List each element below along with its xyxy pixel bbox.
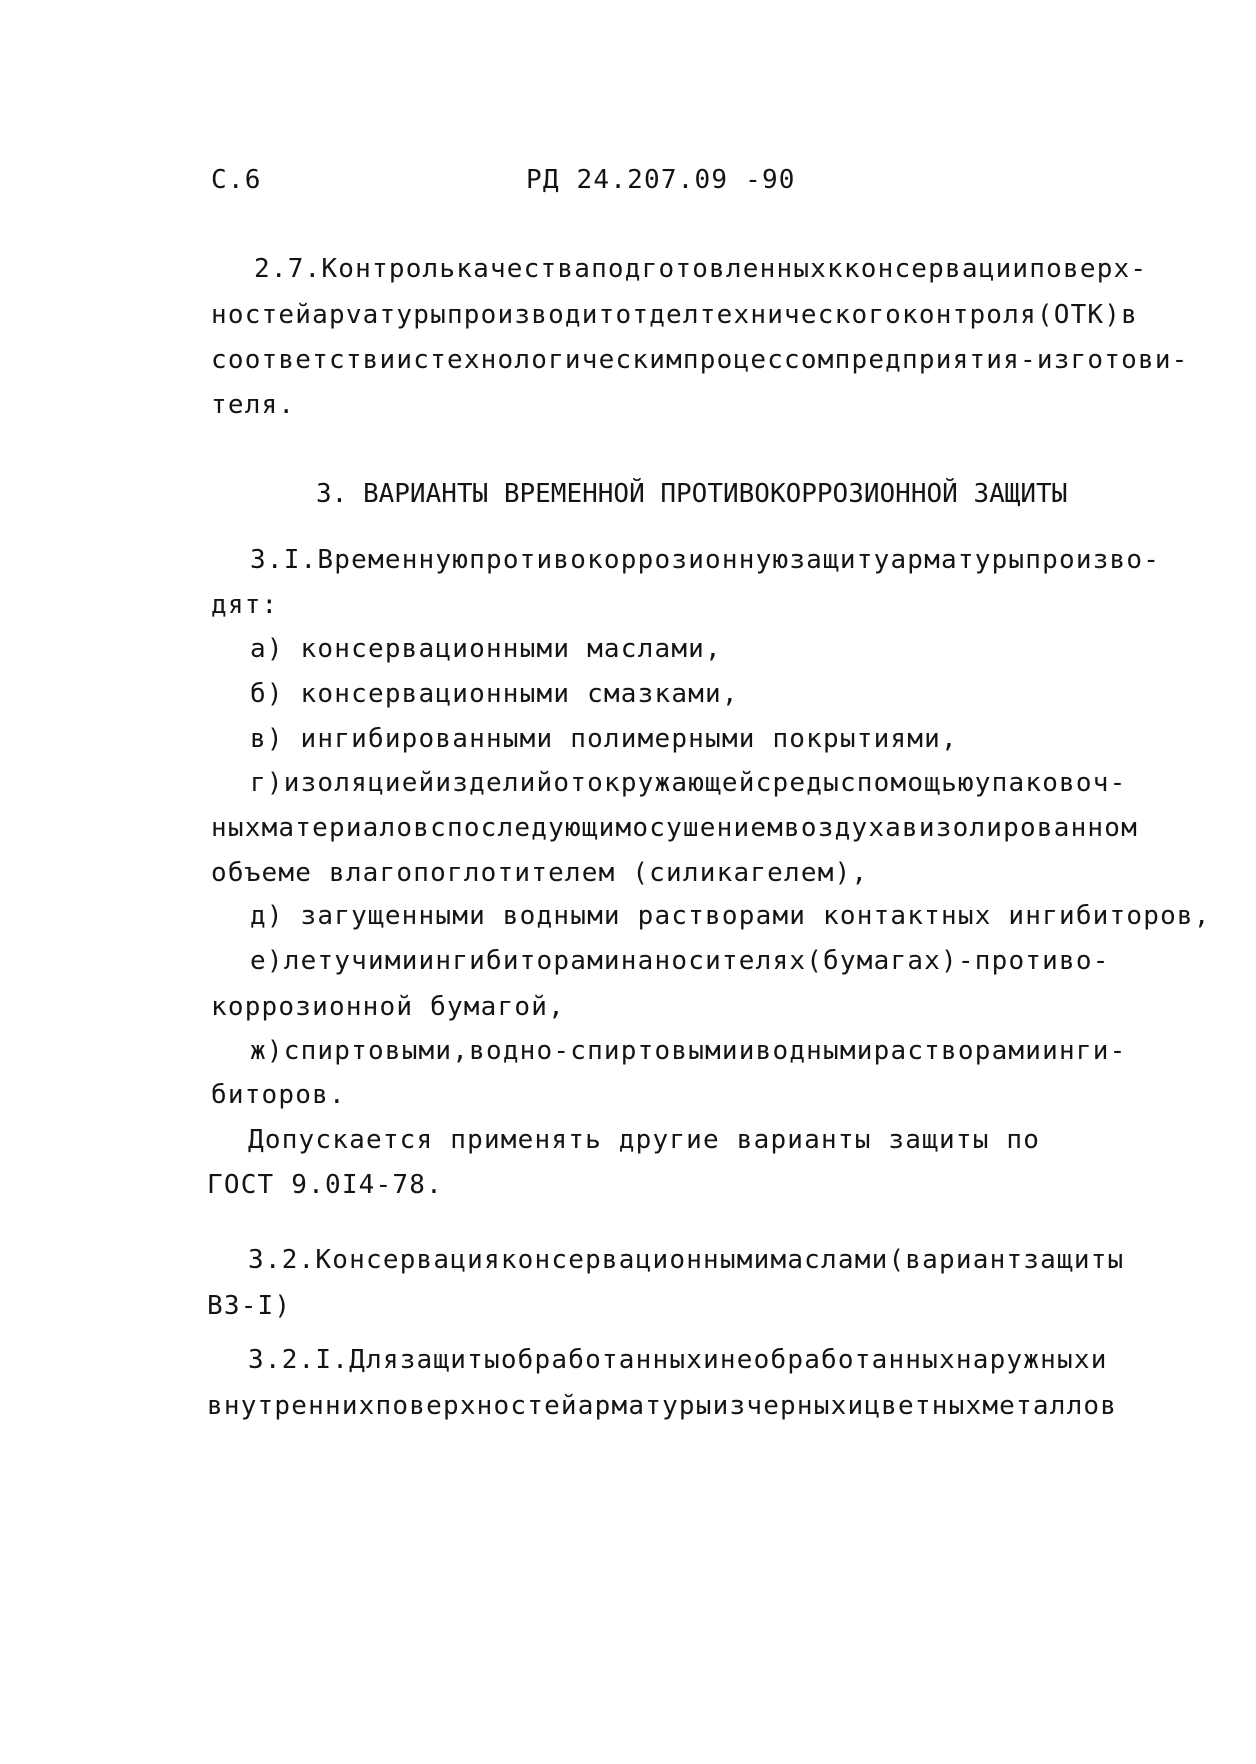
paragraph-3-2-1-line-2: внутренних поверхностей арматуры из черных и цветных металлов <box>207 1391 1118 1421</box>
list-item-5-line-1: д) загущенными водными растворами контактных ингибиторов, <box>250 901 1211 931</box>
paragraph-3-2-1-line-1: 3.2.I. Для защиты обработанных и необработанных наружных и <box>248 1345 1108 1375</box>
paragraph-3-1-line-2: дят: <box>211 590 279 620</box>
paragraph-2-7-line-4: теля. <box>211 390 296 420</box>
document-code: РД 24.207.09 -90 <box>526 165 796 195</box>
list-item-7-line-1: ж) спиртовыми, водно-спиртовыми и водными растворами инги- <box>250 1036 1127 1066</box>
paragraph-2-7-line-3: соответствии с технологическим процессом предприятия-изготови- <box>211 345 1189 375</box>
allow-text-line-2: ГОСТ 9.0I4-78. <box>207 1170 443 1200</box>
list-item-4-line-2: ных материалов с последующим осушением воздуха в изолированном <box>211 813 1138 843</box>
list-item-6-line-1: е) летучими ингибиторами на носителях (бумагах) - противо- <box>250 946 1110 976</box>
section-3-heading: 3. ВАРИАНТЫ ВРЕМЕННОЙ ПРОТИВОКОРРОЗИОННОЙ ЗАЩИТЫ <box>316 479 1068 509</box>
paragraph-2-7-line-2: ностей арvатуры производит отдел технического контроля (ОТК) в <box>211 300 1138 330</box>
paragraph-3-2-line-2: ВЗ-I) <box>207 1291 292 1321</box>
list-item-4-line-1: г) изоляцией изделий от окружающей среды с помощью упаковоч- <box>250 768 1127 798</box>
list-item-6-line-2: коррозионной бумагой, <box>211 992 565 1022</box>
list-item-7-line-2: биторов. <box>211 1080 346 1110</box>
paragraph-2-7-line-1: 2.7. Контроль качества подготовленных к консервации поверх- <box>254 254 1148 284</box>
list-item-4-line-3: объеме влагопоглотителем (силикагелем), <box>211 858 869 888</box>
list-item-3-line-1: в) ингибированными полимерными покрытиями, <box>250 724 958 754</box>
page-number: С.6 <box>211 165 262 195</box>
list-item-2-line-1: б) консервационными смазками, <box>250 679 739 709</box>
list-item-1-line-1: а) консервационными маслами, <box>250 634 722 664</box>
paragraph-3-2-line-1: 3.2. Консервация консервационными маслами (вариант защиты <box>248 1245 1125 1275</box>
paragraph-3-1-line-1: 3.I. Временную противокоррозионную защиту арматуры произво- <box>250 545 1161 575</box>
allow-text-line-1: Допускается применять другие варианты защиты по <box>248 1125 1041 1155</box>
